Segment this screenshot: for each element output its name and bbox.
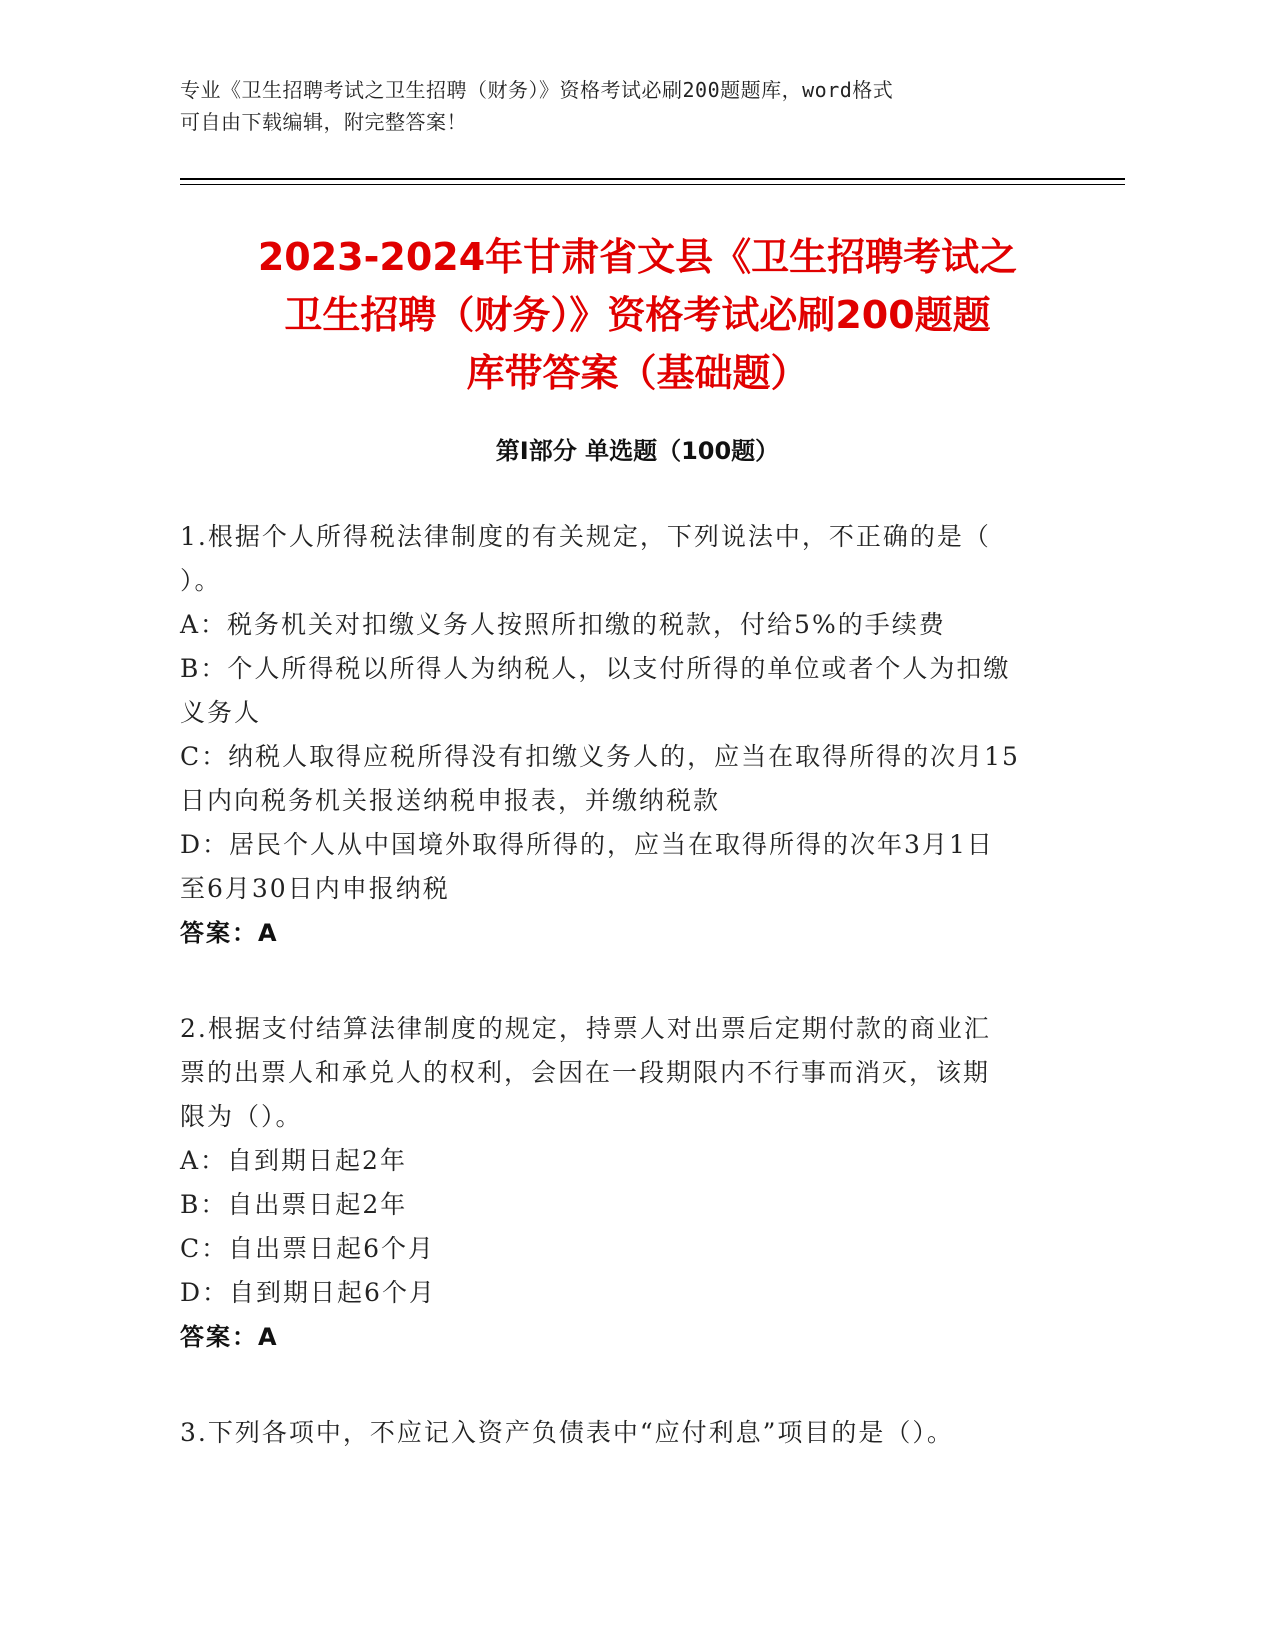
question-3-stem-line-1: 3.下列各项中，不应记入资产负债表中“应付利息”项目的是（）。	[180, 1418, 954, 1447]
question-1-option-a: A：税务机关对扣缴义务人按照所扣缴的税款，付给5%的手续费	[180, 610, 946, 639]
question-1-option-b-line-1: B：个人所得税以所得人为纳税人，以支付所得的单位或者个人为扣缴	[180, 654, 1011, 683]
question-1-stem-line-1: 1.根据个人所得税法律制度的有关规定，下列说法中，不正确的是（	[180, 522, 991, 551]
question-1	[180, 515, 1060, 955]
question-2-stem-line-1: 2.根据支付结算法律制度的规定，持票人对出票后定期付款的商业汇	[180, 1014, 991, 1043]
question-2	[180, 1007, 1060, 1359]
document-title-line-2: 卫生招聘（财务）》资格考试必刷200题题	[284, 293, 991, 337]
question-1-option-c-line-2: 日内向税务机关报送纳税申报表，并缴纳税款	[180, 786, 721, 815]
question-2-option-d: D：自到期日起6个月	[180, 1278, 436, 1307]
question-3	[180, 1411, 1060, 1455]
section-heading: 第Ⅰ部分 单选题（100题）	[495, 437, 780, 465]
question-1-answer: 答案：A	[180, 919, 279, 947]
question-2-option-a: A：自到期日起2年	[180, 1146, 407, 1175]
question-2-answer: 答案：A	[180, 1323, 279, 1351]
question-1-option-d-line-2: 至6月30日内申报纳税	[180, 874, 450, 903]
header-note-line-2: 可自由下载编辑，附完整答案！	[180, 110, 467, 134]
header-note-line-1: 专业《卫生招聘考试之卫生招聘（财务）》资格考试必刷200题题库，word格式	[180, 78, 894, 102]
question-1-option-b-line-2: 义务人	[180, 698, 262, 727]
question-2-option-b: B：自出票日起2年	[180, 1190, 408, 1219]
question-2-stem-line-2: 票的出票人和承兑人的权利，会因在一段期限内不行事而消灭，该期	[180, 1058, 991, 1087]
question-2-option-c: C：自出票日起6个月	[180, 1234, 436, 1263]
header-divider-thick	[180, 178, 1125, 180]
document-title-line-3: 库带答案（基础题）	[466, 351, 809, 395]
header-divider-thin	[180, 184, 1125, 185]
question-2-stem-line-3: 限为（）。	[180, 1102, 303, 1131]
question-1-stem-line-2: ）。	[180, 566, 222, 595]
header-note	[180, 74, 1040, 138]
question-list	[180, 515, 1060, 1507]
document-title	[170, 228, 1105, 402]
question-1-option-d-line-1: D：居民个人从中国境外取得所得的，应当在取得所得的次年3月1日	[180, 830, 994, 859]
document-title-line-1: 2023-2024年甘肃省文县《卫生招聘考试之	[257, 235, 1018, 279]
question-1-option-c-line-1: C：纳税人取得应税所得没有扣缴义务人的，应当在取得所得的次月15	[180, 742, 1020, 771]
